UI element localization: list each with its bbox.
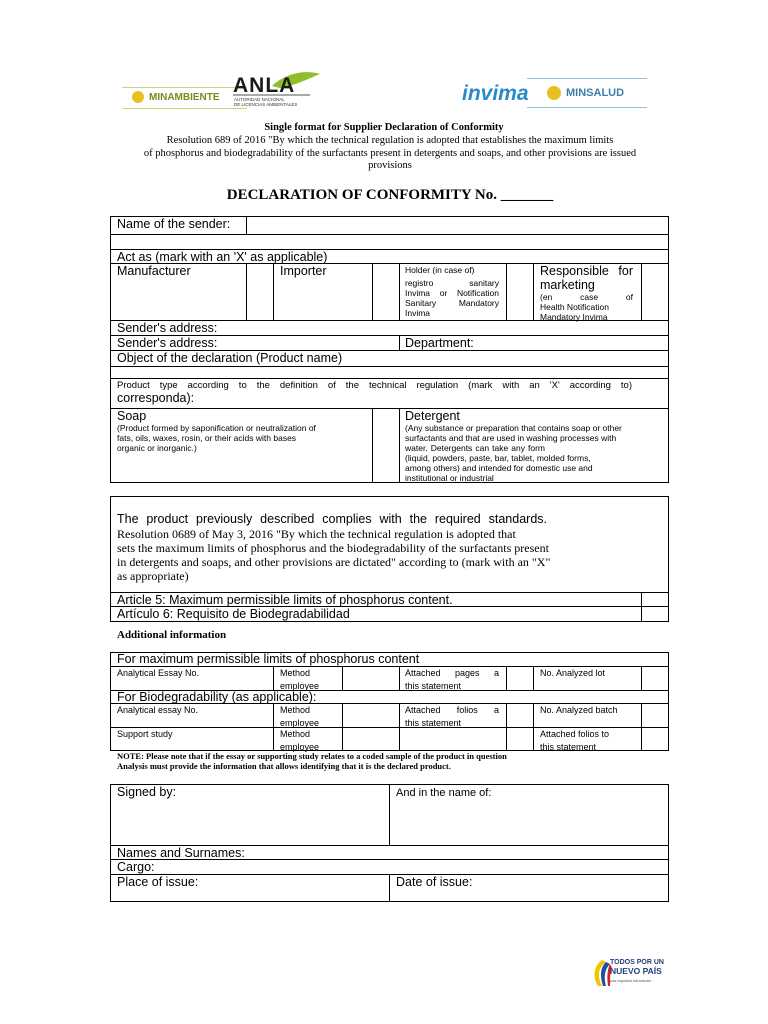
soap-label: Soap xyxy=(117,409,147,423)
additional-info-heading: Additional information xyxy=(117,629,227,641)
declaration-title: DECLARATION OF CONFORMITY No. _______ xyxy=(226,187,554,203)
sender-address-label: Sender's address: xyxy=(117,321,218,335)
importer-label: Importer xyxy=(280,264,327,278)
coat-of-arms-icon xyxy=(547,86,561,100)
manufacturer-label: Manufacturer xyxy=(117,264,191,278)
sender-name-field[interactable] xyxy=(248,218,667,232)
object-label: Object of the declaration (Product name) xyxy=(117,351,343,365)
colombia-flag-swoosh-icon xyxy=(588,958,612,988)
sender-address-label-2: Sender's address: xyxy=(117,336,218,350)
names-label: Names and Surnames: xyxy=(117,846,245,860)
product-type-label: Product type according to the definition of the technical regulation (mark with an 'X' according to) corresponda): xyxy=(117,380,632,405)
article5-label: Article 5: Maximum permissible limits of phosphorus content. xyxy=(117,593,453,607)
support-study-label: Support study xyxy=(117,729,173,739)
importer-checkbox[interactable] xyxy=(374,265,398,319)
article6-checkbox[interactable] xyxy=(643,608,667,621)
date-of-issue-label: Date of issue: xyxy=(396,875,473,889)
folios-label: Attached folios a this statement xyxy=(405,705,499,728)
invima-logo: invima xyxy=(462,82,529,105)
biodegradability-label: For Biodegradability (as applicable): xyxy=(117,690,317,704)
method-label-3: Method employee xyxy=(280,729,320,752)
sender-name-label: Name of the sender: xyxy=(117,217,231,231)
anla-logo: ANLA AUTORIDAD NACIONAL DE LICENCIAS AMBIENTALES xyxy=(232,68,322,110)
article6-label: Artículo 6: Requisito de Biodegradabilidad xyxy=(117,607,350,621)
note-line-1: NOTE: Please note that if the essay or supporting study relates to a coded sample of the product in question xyxy=(117,751,507,761)
essay-no-label-2: Analytical essay No. xyxy=(117,705,199,715)
article5-checkbox[interactable] xyxy=(643,594,667,605)
detergent-description: (Any substance or preparation that contains soap or other surfactants and that are used in washing processes with water. Detergents can take any form (liquid, powders, paste, bar, tablet, molded forms, among others) and intended for domestic use and institutional or industrial xyxy=(405,423,622,483)
detergent-label: Detergent xyxy=(405,409,460,423)
folios-to-label: Attached folios to this statement xyxy=(540,729,610,752)
analyzed-lot-label: No. Analyzed lot xyxy=(540,668,606,678)
resolution-text: Resolution 689 of 2016 "By which the technical regulation is adopted that establishes the maximum limits of phosphorus and biodegradability of the surfactants present in detergents and soaps, and other provisions are issued provisions xyxy=(143,135,637,171)
method-label: Method employee xyxy=(280,668,320,691)
signature-field[interactable] xyxy=(112,800,387,843)
place-of-issue-label: Place of issue: xyxy=(117,875,199,889)
minambiente-logo: MINAMBIENTE xyxy=(122,87,247,109)
holder-label: Holder (in case of) registro sanitary Invima or Notification Sanitary Mandatory Invima xyxy=(405,265,499,318)
act-as-label: Act as (mark with an 'X' as applicable) xyxy=(117,250,328,264)
nuevo-pais-logo: TODOS POR UN NUEVO PAÍS paz equidad educación xyxy=(588,956,668,990)
responsible-checkbox[interactable] xyxy=(643,265,667,319)
analyzed-batch-label: No. Analyzed batch xyxy=(540,705,618,715)
signed-by-label: Signed by: xyxy=(117,785,177,799)
note-line-2: Analysis must provide the information that allows identifying that it is the declared product. xyxy=(117,761,451,771)
manufacturer-checkbox[interactable] xyxy=(248,265,272,319)
coat-of-arms-icon xyxy=(132,91,144,103)
department-label: Department: xyxy=(405,336,474,350)
format-title: Single format for Supplier Declaration of Conformity xyxy=(264,122,504,133)
method-label-2: Method employee xyxy=(280,705,320,728)
phosphorus-label: For maximum permissible limits of phosphorus content xyxy=(117,652,420,666)
responsible-label: Responsible for marketing (en case of Health Notification Mandatory Invima xyxy=(540,264,633,322)
essay-no-label: Analytical Essay No. xyxy=(117,668,200,678)
pages-label: Attached pages a this statement xyxy=(405,668,499,691)
svg-text:ANLA: ANLA xyxy=(233,74,296,97)
compliance-statement: The product previously described complies with the required standards. xyxy=(117,512,547,526)
cargo-label: Cargo: xyxy=(117,860,155,874)
soap-description: (Product formed by saponification or neutralization of fats, oils, waxes, rosin, or their acids with bases organic or inorganic.) xyxy=(117,423,316,453)
compliance-resolution: Resolution 0689 of May 3, 2016 "By which the technical regulation is adopted that sets the maximum limits of phosphorus and the biodegradability of the surfactants present in detergents and soaps, and other provisions are dictated" according to (mark with an "X" as appropriate) xyxy=(117,527,551,583)
holder-checkbox[interactable] xyxy=(508,265,532,319)
soap-checkbox[interactable] xyxy=(374,410,398,482)
in-name-of-label: And in the name of: xyxy=(396,787,492,799)
minsalud-logo: MINSALUD xyxy=(527,78,647,108)
